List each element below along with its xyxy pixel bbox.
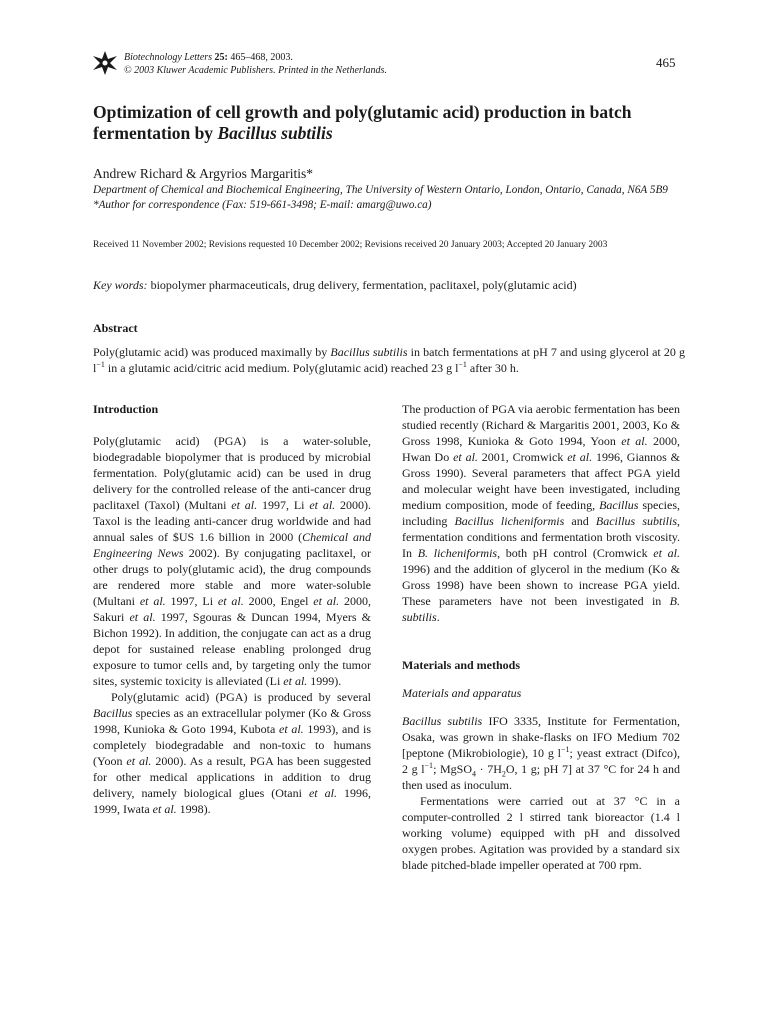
abstract-text: in a glutamic acid/citric acid medium. Poly(glutamic acid) reached 23 g l (104, 361, 459, 375)
abstract-species: Bacillus subtilis (330, 345, 408, 359)
page-number: 465 (656, 55, 676, 70)
abstract-sup: −1 (96, 360, 105, 369)
journal-pages-year: 465–468, 2003. (230, 52, 293, 63)
intro-paragraph-1: Poly(glutamic acid) (PGA) is a water-soluble, biodegradable biopolymer that is produced by microbial fermentation. Poly(glutamic acid) can be used in drug delivery for the controlled release of the anti-cancer drug paclitaxel (Taxol) (Multani et al. 1997, Li et al. 2000). Taxol is the leading anti-cancer drug worldwide and had annual sales of $US 1.6 billion in 2000 (Chemical and Engineering News 2002). By conjugating paclitaxel, or other drugs to poly(glutamic acid), the drug compounds are rendered more stable and more water-soluble (Multani et al. 1997, Li et al. 2000, Engel et al. 2000, Sakuri et al. 1997, Sgouras & Duncan 1994, Myers & Bichon 1992). In addition, the conjugate can act as a drug depot for sustained release enabling prolonged drug exposure to tumor cells and, by targeting only the tumor sites, systemic toxicity is alleviated (Li et al. 1999). (93, 434, 372, 688)
methods-subheading: Materials and apparatus (402, 686, 522, 700)
methods-paragraph-1: Bacillus subtilis IFO 3335, Institute for Fermentation, Osaka, was grown in shake-flasks on IFO Medium 702 [peptone (Mikrobiologie), 10 g $l^{-1}$; yeast extract (Difco), 2 g $l^{-1}$; MgSO$_4$ · $7H_2O$, 1 g; pH 7] at 37 °C for 24 h and then used as inoculum. (402, 714, 681, 792)
authors: Andrew Richard & Argyrios Margaritis* (93, 166, 313, 181)
copyright-line: © 2003 Kluwer Academic Publishers. Printed in the Netherlands. (124, 65, 387, 76)
journal-line-1 (124, 51, 387, 64)
journal-name: Biotechnology Letters (124, 52, 213, 63)
abstract-heading: Abstract (93, 321, 138, 335)
methods-paragraph-2: Fermentations were carried out at 37 °C in a computer-controlled 2 l stirred tank bioreactor (1.4 l working volume) equipped with pH and dissolved oxygen probes. Agitation was provided by a standard six blade pitched-blade impeller operated at 700 rpm. (402, 794, 680, 872)
keywords-list: biopolymer pharmaceuticals, drug delivery, fermentation, paclitaxel, poly(glutamic acid) (147, 278, 577, 292)
introduction-heading: Introduction (93, 402, 159, 416)
title-text: Optimization of cell growth and poly(glutamic acid) production in batch fermentation by (93, 102, 632, 143)
intro-paragraph-3-continued: The production of PGA via aerobic fermentation has been studied recently (Richard & Margaritis 2001, 2003, Ko & Gross 1998, Kunioka & Goto 1994, Yoon et al. 2000, Hwan Do et al. 2001, Cromwick et al. 1996, Giannos & Gross 1990). Several parameters that affect PGA yield and molecular weight have been investigated, including medium composition, mode of feeding, Bacillus species, including Bacillus licheniformis and Bacillus subtilis, fermentation conditions and fermentation broth viscosity. In B. licheniformis, both pH control (Cromwick et al. 1996) and the addition of glycerol in the medium (Ko & Gross 1998) have been shown to increase PGA yield. These parameters have not been investigated in B. subtilis. (402, 402, 681, 624)
article-title (93, 102, 693, 144)
journal-volume: 25: (214, 52, 228, 63)
received-dates: Received 11 November 2002; Revisions requested 10 December 2002; Revisions received 20 January 2003; Accepted 20 January 2003 (93, 240, 608, 250)
methods-heading: Materials and methods (402, 658, 520, 672)
keywords-label: Key words: (93, 278, 148, 292)
correspondence: *Author for correspondence (Fax: 519-661-3498; E-mail: amarg@uwo.ca) (93, 199, 432, 211)
affiliation: Department of Chemical and Biochemical Engineering, The University of Western Ontario, London, Ontario, Canada, N6A 5B9 (93, 184, 668, 196)
abstract-text: in batch fermentations at pH 7 and using glycerol at 20 g l (93, 345, 686, 375)
abstract-body (93, 344, 685, 376)
title-species: Bacillus subtilis (217, 123, 333, 143)
abstract-text: after 30 h. (466, 361, 519, 375)
right-column (402, 401, 680, 873)
abstract-sup: −1 (458, 360, 467, 369)
intro-paragraph-2: Poly(glutamic acid) (PGA) is produced by several Bacillus species as an extracellular polymer (Ko & Gross 1998, Kunioka & Goto 1994, Kubota et al. 1993), and is completely biodegradable and non-toxic to humans (Yoon et al. 2000). As a result, PGA has been suggested for other medical applications in addition to drug delivery, namely biological glues (Otani et al. 1996, 1999, Iwata et al. 1998). (93, 690, 372, 816)
keywords (93, 278, 577, 293)
abstract-text: Poly(glutamic acid) was produced maximally by (93, 345, 331, 359)
publisher-logo-icon (93, 51, 117, 75)
journal-citation (124, 51, 387, 77)
affiliation-block (93, 183, 685, 213)
left-column (93, 401, 371, 817)
